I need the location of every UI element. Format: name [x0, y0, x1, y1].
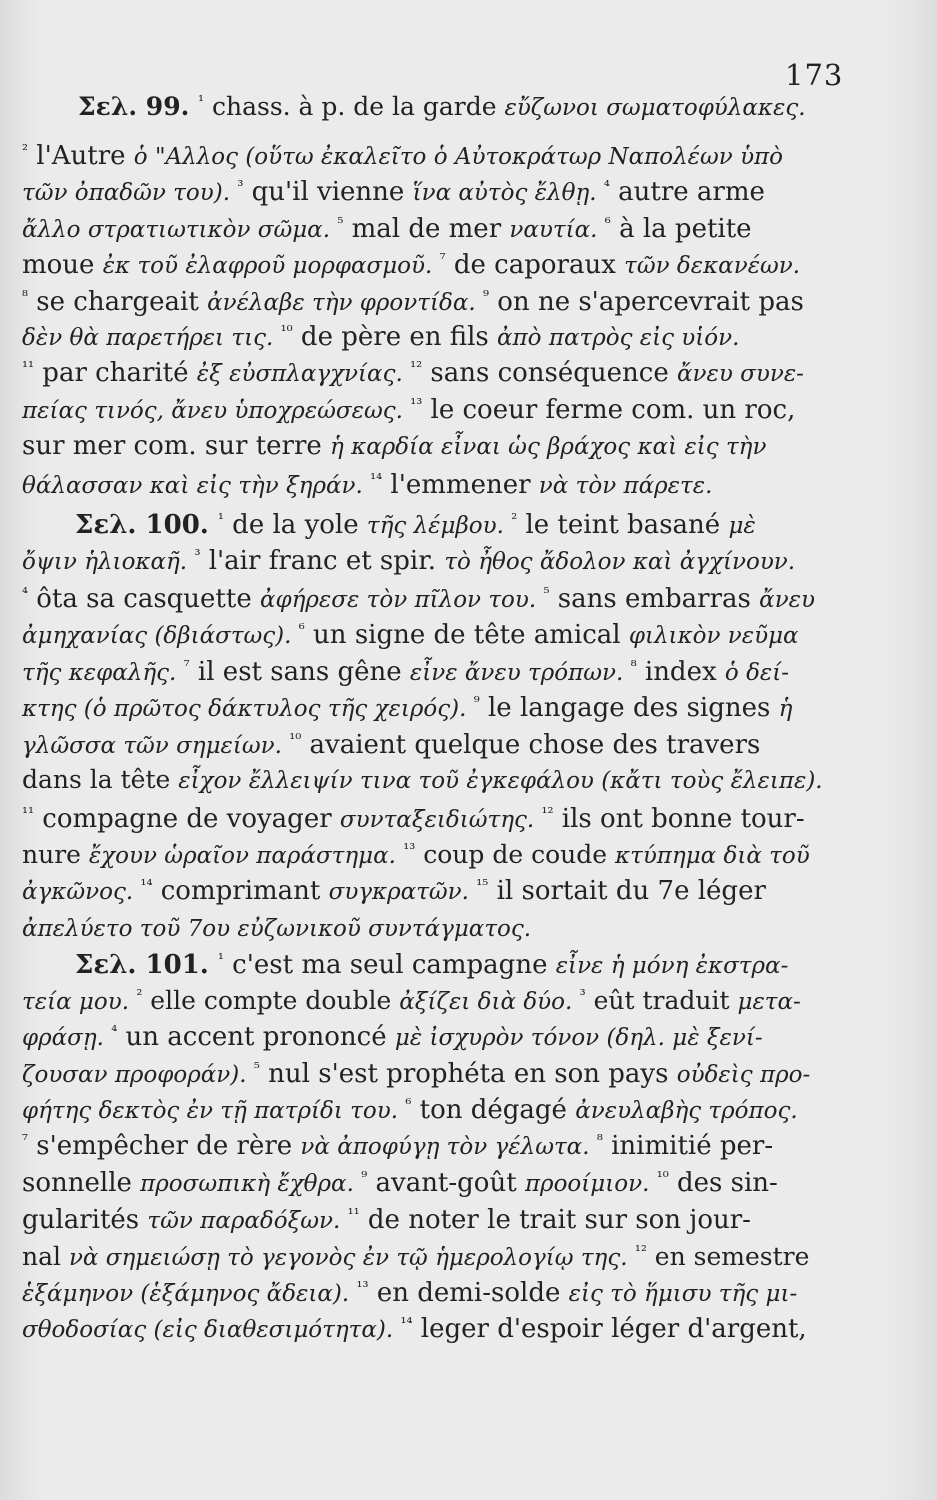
french-phrase: leger d'espoir léger d'argent,	[412, 1314, 807, 1344]
text-line	[22, 730, 815, 761]
footnote-number: ⁷	[22, 1131, 29, 1149]
french-phrase: gularités	[22, 1205, 148, 1235]
footnote-number: ¹⁵	[476, 876, 489, 894]
greek-gloss: ἀφήρεσε τὸν πῖλον του.	[259, 587, 544, 613]
footnote-number: ¹²	[410, 358, 423, 376]
greek-gloss: γλῶσσα τῶν σημείων.	[22, 733, 290, 759]
greek-gloss: εἶχον ἔλλειψίν τινα τοῦ ἐγκεφάλου (κἄτι τοὺς ἔλειπε).	[178, 768, 823, 794]
greek-gloss: εἶνε ἄνευ τρόπων.	[409, 660, 631, 686]
greek-gloss: τῶν δεκανέων.	[624, 253, 801, 279]
french-phrase: nure	[22, 840, 89, 869]
greek-gloss: ἡ	[778, 696, 793, 722]
text-line	[22, 840, 815, 871]
footnote-number: ¹⁰	[656, 1168, 669, 1186]
footnote-number: ⁷	[439, 250, 446, 268]
greek-gloss: μὲ	[728, 513, 756, 539]
french-phrase: on ne s'apercevrait pas	[489, 287, 804, 317]
french-phrase: le langage des signes	[479, 693, 779, 723]
french-phrase: elle compte double	[142, 986, 400, 1015]
greek-gloss: νὰ ἀποφύγῃ τὸν γέλωτα.	[300, 1134, 597, 1160]
footnote-number: ²	[511, 510, 518, 528]
greek-gloss: κτύπημα διὰ τοῦ	[615, 843, 810, 869]
greek-gloss: ζουσαν προφοράν).	[22, 1062, 254, 1088]
footnote-number: ¹⁰	[280, 322, 293, 340]
french-phrase: dans la tête	[22, 765, 179, 794]
text-line	[22, 141, 815, 172]
text-line	[22, 1205, 815, 1236]
greek-gloss: πείας τινός, ἄνευ ὑποχρεώσεως.	[22, 398, 411, 424]
footnote-number: ⁶	[604, 214, 611, 232]
footnote-number: ³	[194, 546, 201, 564]
greek-gloss: ἵνα αὐτὸς ἔλθῃ.	[412, 180, 604, 206]
greek-gloss: προοίμιον.	[524, 1171, 657, 1197]
greek-gloss: ἄλλο στρατιωτικὸν σῶμα.	[22, 217, 338, 243]
greek-gloss: ὁ "Αλλος (οὕτω ἐκαλεῖτο ὁ Αὐτοκράτωρ Ναπολέων ὑπὸ	[133, 144, 784, 170]
greek-gloss: νὰ σημειώσῃ τὸ γεγονὸς ἐν τῷ ἡμερολογίῳ της.	[68, 1245, 635, 1271]
footnote-number: ⁶	[298, 620, 305, 638]
greek-gloss: οὐδεὶς προ-	[676, 1062, 811, 1088]
french-phrase: sans conséquence	[422, 358, 678, 388]
text-line	[22, 250, 815, 281]
text-line	[22, 322, 815, 353]
greek-gloss: φιλικὸν νεῦμα	[628, 623, 799, 649]
footnote-number: ¹⁴	[140, 876, 153, 894]
greek-gloss: συνταξειδιώτης.	[339, 807, 542, 833]
french-phrase: à la petite	[610, 214, 752, 244]
greek-gloss: τεία μου.	[22, 989, 137, 1015]
text-line	[22, 584, 815, 615]
text-line	[22, 620, 815, 651]
french-phrase: mal de mer	[343, 214, 510, 244]
section-heading: Σελ. 100.	[75, 510, 218, 540]
greek-gloss: θάλασσαν καὶ εἰς τὴν ξηράν.	[22, 473, 371, 499]
greek-gloss: εἰς τὸ ἥμισυ τῆς μι-	[568, 1281, 798, 1307]
french-phrase: le coeur ferme com. un roc,	[422, 395, 796, 425]
footnote-number: ⁴	[111, 1022, 118, 1040]
greek-gloss: ἄνευ συνε-	[677, 361, 804, 387]
french-phrase: s'empêcher de rère	[28, 1131, 301, 1161]
greek-gloss: μετα-	[737, 989, 801, 1015]
footnote-number: ³	[579, 986, 586, 1004]
french-phrase: un accent prononcé	[117, 1022, 395, 1052]
greek-gloss: τῆς κεφαλῆς.	[22, 660, 184, 686]
french-phrase: comprimant	[152, 876, 329, 906]
text-line	[75, 950, 815, 981]
text-line	[22, 431, 815, 462]
footnote-number: ⁹	[483, 287, 490, 305]
french-phrase: l'emmener	[382, 470, 539, 500]
section-heading: Σελ. 99.	[78, 92, 199, 121]
french-phrase: l'air franc et spir.	[200, 546, 445, 576]
footnote-number: ¹¹	[347, 1205, 360, 1223]
text-line	[22, 395, 815, 426]
greek-gloss: σθοδοσίας (εἰς διαθεσιμότητα).	[22, 1317, 401, 1343]
greek-gloss: ναυτία.	[509, 217, 605, 243]
footnote-number: ²	[22, 141, 29, 159]
greek-gloss: ἄνευ	[759, 587, 815, 613]
french-phrase: inimitié per-	[602, 1131, 774, 1161]
greek-gloss: ἀγκῶνος.	[22, 879, 141, 905]
french-phrase: sur mer com. sur terre	[22, 431, 331, 461]
greek-gloss: φράσῃ.	[22, 1025, 112, 1051]
text-line	[22, 214, 815, 245]
greek-gloss: ὁ δεί-	[724, 660, 790, 686]
greek-gloss: εἶνε ἡ μόνη ἐκστρα-	[555, 953, 789, 979]
french-phrase: autre arme	[609, 177, 765, 207]
page-number: 173	[785, 58, 844, 92]
footnote-number: ¹³	[356, 1278, 369, 1296]
greek-gloss: τῶν ὀπαδῶν του).	[22, 180, 238, 206]
greek-gloss: ἑξάμηνον (ἑξάμηνος ἄδεια).	[22, 1281, 357, 1307]
footnote-number: ¹	[198, 92, 205, 110]
french-phrase: sonnelle	[22, 1168, 141, 1198]
french-phrase: ôta sa casquette	[28, 584, 260, 614]
text-line	[22, 1059, 815, 1090]
text-line	[22, 657, 815, 688]
text-line	[22, 177, 815, 208]
text-line	[22, 1278, 815, 1309]
french-phrase: il est sans gêne	[189, 657, 410, 687]
french-phrase: avant-goût	[367, 1168, 525, 1198]
text-line	[22, 546, 815, 577]
french-phrase: c'est ma seul campagne	[223, 950, 556, 980]
footnote-number: ¹⁴	[370, 470, 383, 488]
greek-gloss: δὲν θὰ παρετήρει τις.	[22, 325, 281, 351]
footnote-number: ⁶	[405, 1095, 412, 1113]
french-phrase: se chargeait	[28, 287, 208, 317]
text-line	[22, 1131, 815, 1162]
footnote-number: ⁵	[253, 1059, 260, 1077]
french-phrase: coup de coude	[415, 840, 616, 869]
greek-gloss: προσωπικὴ ἔχθρα.	[140, 1171, 362, 1197]
text-line	[22, 986, 815, 1017]
footnote-number: ⁴	[22, 584, 29, 602]
footnote-number: ²	[136, 986, 143, 1004]
footnote-number: ¹⁰	[289, 730, 302, 748]
text-line	[22, 1242, 815, 1273]
text-line	[22, 1314, 815, 1345]
french-phrase: un signe de tête amical	[304, 620, 629, 650]
footnote-number: ⁸	[22, 287, 29, 305]
greek-gloss: ἀπὸ πατρὸς εἰς υἱόν.	[497, 325, 740, 351]
text-line	[22, 287, 815, 318]
text-line	[22, 693, 815, 724]
footnote-number: ⁹	[361, 1168, 368, 1186]
text-line	[78, 92, 815, 123]
text-line	[22, 913, 815, 944]
text-line	[22, 1095, 815, 1126]
french-phrase: en demi-solde	[368, 1278, 569, 1308]
greek-gloss: εὔζωνοι σωματοφύλακες.	[504, 95, 806, 121]
greek-gloss: ἐξ εὐσπλαγχνίας.	[196, 361, 411, 387]
footnote-number: ¹¹	[22, 358, 35, 376]
greek-gloss: κτης (ὁ πρῶτος δάκτυλος τῆς χειρός).	[22, 696, 474, 722]
footnote-number: ¹³	[403, 840, 416, 858]
greek-gloss: ἐκ τοῦ ἐλαφροῦ μορφασμοῦ.	[102, 253, 440, 279]
footnote-number: ¹⁴	[400, 1314, 413, 1332]
footnote-number: ³	[237, 177, 244, 195]
footnote-number: ¹³	[410, 395, 423, 413]
section-heading: Σελ. 101.	[75, 950, 218, 980]
greek-gloss: ἀνέλαβε τὴν φροντίδα.	[207, 290, 483, 316]
french-phrase: il sortait du 7e léger	[488, 876, 766, 906]
french-phrase: de noter le trait sur son jour-	[359, 1205, 751, 1235]
french-phrase: compagne de voyager	[34, 804, 340, 834]
french-phrase: de caporaux	[445, 250, 625, 280]
french-phrase: par charité	[34, 358, 197, 388]
greek-gloss: τὸ ἦθος ἄδολον καὶ ἀγχίνουν.	[444, 549, 796, 575]
text-line	[22, 1022, 815, 1053]
footnote-number: ¹¹	[22, 804, 35, 822]
greek-gloss: νὰ τὸν πάρετε.	[538, 473, 713, 499]
greek-gloss: ἀπελύετο τοῦ 7ου εὐζωνικοῦ συντάγματος.	[22, 916, 532, 942]
french-phrase: index	[636, 657, 725, 687]
footnote-number: ⁷	[183, 657, 190, 675]
french-phrase: ils ont bonne tour-	[553, 804, 805, 834]
french-phrase: de père en fils	[292, 322, 498, 352]
greek-gloss: μὲ ἰσχυρὸν τόνον (δηλ. μὲ ξενί-	[394, 1025, 763, 1051]
footnote-number: ¹²	[634, 1242, 647, 1260]
footnote-number: ⁹	[473, 693, 480, 711]
french-phrase: qu'il vienne	[243, 177, 413, 207]
french-phrase: sans embarras	[549, 584, 760, 614]
text-line	[22, 804, 815, 835]
greek-gloss: συγκρατῶν.	[328, 879, 477, 905]
greek-gloss: ἔχουν ὡραῖον παράστημα.	[88, 843, 404, 869]
footnote-number: ⁴	[603, 177, 610, 195]
footnote-number: ¹²	[541, 804, 554, 822]
greek-gloss: ἀμηχανίας (δβιάστως).	[22, 623, 299, 649]
french-phrase: nul s'est prophéta en son pays	[259, 1059, 677, 1089]
text-line	[22, 358, 815, 389]
french-phrase: chass. à p. de la garde	[204, 92, 505, 121]
text-line	[22, 1168, 815, 1199]
text-line	[22, 876, 815, 907]
greek-gloss: ὄψιν ἡλιοκαῆ.	[22, 549, 195, 575]
french-phrase: avaient quelque chose des travers	[301, 730, 761, 760]
footnote-number: ⁸	[596, 1131, 603, 1149]
french-phrase: ton dégagé	[411, 1095, 576, 1125]
french-phrase: le teint basané	[517, 510, 729, 540]
french-phrase: nal	[22, 1242, 69, 1271]
greek-gloss: ἀνευλαβὴς τρόπος.	[575, 1098, 798, 1124]
greek-gloss: τῶν παραδόξων.	[147, 1208, 348, 1234]
greek-gloss: τῆς λέμβου.	[366, 513, 512, 539]
footnote-number: ⁵	[543, 584, 550, 602]
greek-gloss: φήτης δεκτὸς ἐν τῇ πατρίδι του.	[22, 1098, 406, 1124]
french-phrase: l'Autre	[28, 141, 134, 171]
text-line	[22, 470, 815, 501]
greek-gloss: ἡ καρδία εἶναι ὡς βράχος καὶ εἰς τὴν	[330, 434, 767, 460]
french-phrase: eût traduit	[585, 986, 738, 1015]
text-line	[22, 765, 823, 796]
text-line	[75, 510, 815, 541]
footnote-number: ⁵	[337, 214, 344, 232]
french-phrase: en semestre	[646, 1242, 810, 1271]
footnote-number: ⁸	[630, 657, 637, 675]
footnote-number: ¹	[217, 950, 224, 968]
greek-gloss: ἀξίζει διὰ δύο.	[399, 989, 580, 1015]
french-phrase: moue	[22, 250, 103, 280]
footnote-number: ¹	[217, 510, 224, 528]
french-phrase: des sin-	[668, 1168, 778, 1198]
french-phrase: de la yole	[223, 510, 367, 540]
